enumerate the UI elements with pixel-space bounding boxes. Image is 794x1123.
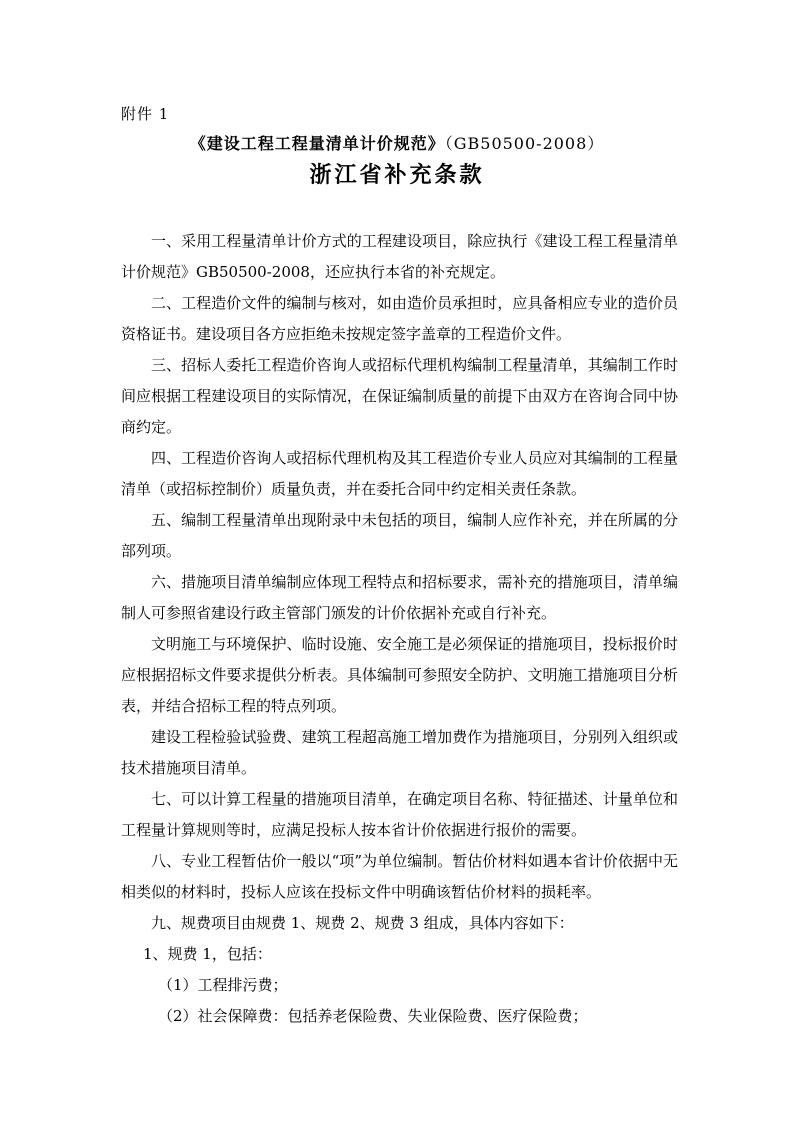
paragraph-2: 二、工程造价文件的编制与核对，如由造价员承担时，应具备相应专业的造价员资格证书。建设项目各方应拒绝未按规定签字盖章的工程造价文件。 [121,294,678,343]
paragraph-3: 三、招标人委托工程造价咨询人或招标代理机构编制工程量清单，其编制工作时间应根据工程建设项目的实际情况，在保证编制质量的前提下由双方在咨询合同中协商约定。 [121,356,678,436]
paragraph-6a: 文明施工与环境保护、临时设施、安全施工是必须保证的措施项目，投标报价时应根据招标文件要求提供分析表。具体编制可参照安全防护、文明施工措施项目分析表，并结合招标工程的特点列项。 [121,635,678,715]
paragraph-5: 五、编制工程量清单出现附录中未包括的项目，编制人应作补充，并在所属的分部列项。 [121,511,678,560]
paragraph-6: 六、措施项目清单编制应体现工程特点和招标要求，需补充的措施项目，清单编制人可参照省建设行政主管部门颁发的计价依据补充或自行补充。 [121,573,678,622]
list-subitem-1: （1）工程排污费； [158,976,288,994]
title-book-name: 《建设工程工程量清单计价规范》 [189,134,445,153]
paragraph-6b: 建设工程检验试验费、建筑工程超高施工增加费作为措施项目，分别列入组织或技术措施项目清单。 [121,728,678,777]
paragraph-8: 八、专业工程暂估价一般以“项”为单位编制。暂估价材料如遇本省计价依据中无相类似的材料时，投标人应该在投标文件中明确该暂估价材料的损耗率。 [121,852,678,901]
document-body [121,226,678,1032]
paragraph-4: 四、工程造价咨询人或招标代理机构及其工程造价专业人员应对其编制的工程量清单（或招标控制价）质量负责，并在委托合同中约定相关责任条款。 [121,449,678,498]
attachment-label: 附件 1 [121,105,170,123]
paragraph-7: 七、可以计算工程量的措施项目清单，在确定项目名称、特征描述、计量单位和工程量计算规则等时，应满足投标人按本省计价依据进行报价的需要。 [121,790,678,839]
list-item-fee-1: 1、规费 1，包括： [143,945,272,963]
list-subitem-2: （2）社会保障费：包括养老保险费、失业保险费、医疗保险费； [158,1007,588,1025]
paragraph-9: 九、规费项目由规费 1、规费 2、规费 3 组成，具体内容如下： [151,914,574,932]
document-subtitle: 浙江省补充条款 [309,162,485,188]
paragraph-1: 一、采用工程量清单计价方式的工程建设项目，除应执行《建设工程工程量清单计价规范》GB50500-2008，还应执行本省的补充规定。 [121,232,678,281]
document-title [0,131,794,154]
title-standard-code: （GB50500-2008） [444,134,605,153]
